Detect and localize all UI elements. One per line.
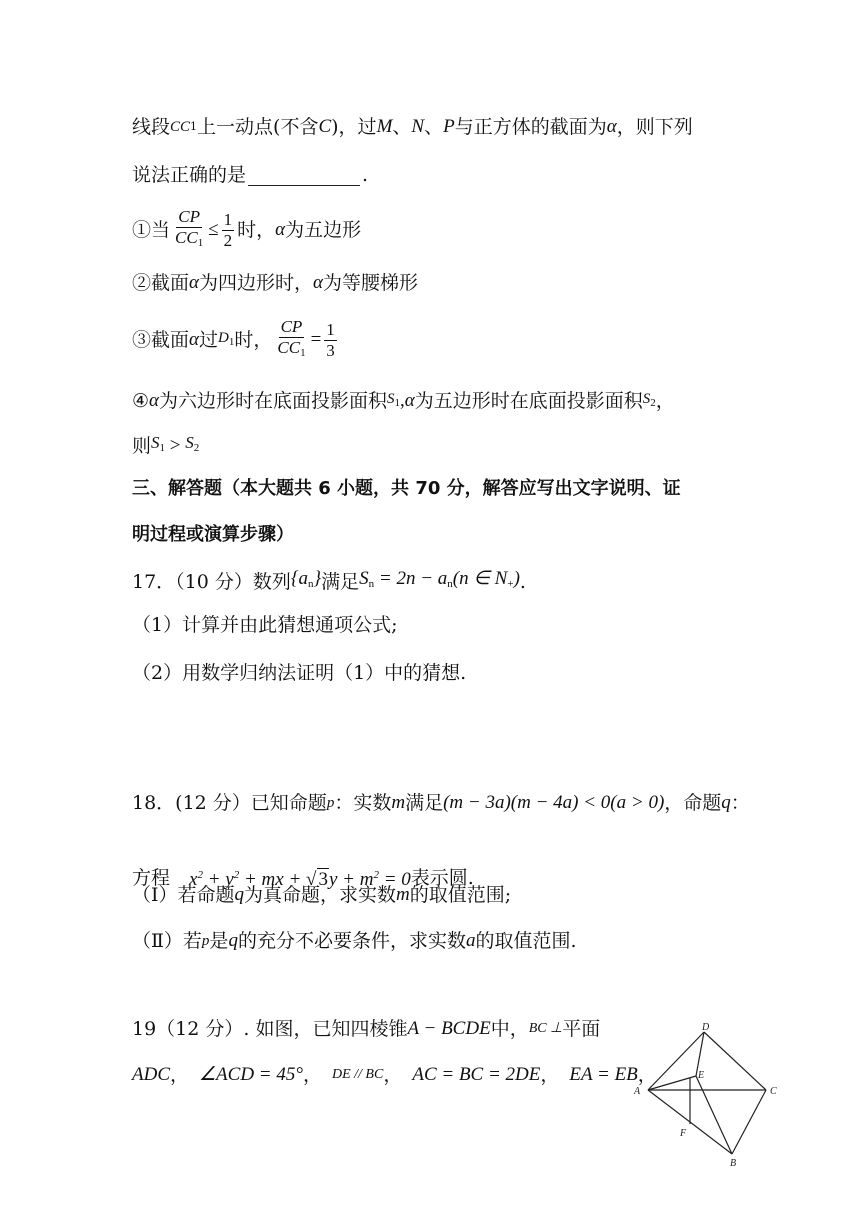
text: 中，	[490, 1018, 529, 1040]
text: 18．(12 分）已知命题	[132, 792, 327, 814]
text: （1）计算并由此猜想通项公式;	[132, 614, 398, 636]
math-adc: ADC	[132, 1064, 170, 1085]
text: 时，	[234, 329, 273, 351]
m-text: + mx +	[239, 869, 307, 890]
text: ，	[655, 390, 675, 412]
math-s1	[387, 386, 400, 416]
math-p: p	[326, 795, 335, 811]
math-alpha: α	[606, 116, 617, 137]
math-alpha: α	[404, 390, 415, 411]
subscript: 1	[159, 442, 166, 454]
superscript: 2	[233, 869, 240, 881]
edge-eb	[696, 1076, 732, 1154]
text: ：	[730, 792, 750, 814]
subscript: 2	[193, 442, 200, 454]
denominator: 2	[223, 230, 233, 250]
question-19-line1	[132, 1016, 600, 1042]
s-text: S	[151, 433, 160, 452]
superscript: 2	[197, 869, 203, 881]
gt-sign: >	[165, 434, 186, 456]
section-heading: 明过程或演算步骤）	[132, 524, 294, 545]
math-formula	[359, 566, 520, 597]
problem16-line2	[132, 162, 368, 188]
label-c: C	[770, 1086, 777, 1097]
numerator: 1	[326, 319, 335, 339]
math-inequality: (m − 3a)(m − 4a) < 0(a > 0)	[443, 792, 665, 813]
fraction-cp-cc1	[275, 317, 307, 363]
label-e: E	[698, 1070, 705, 1081]
label-a: A	[634, 1086, 641, 1097]
option-4-line2	[132, 430, 199, 461]
text: 表示圆.	[410, 866, 474, 889]
label-f: F	[680, 1128, 687, 1139]
numerator: CP	[178, 207, 200, 226]
text: 时，	[237, 219, 276, 241]
math-p: p	[201, 933, 210, 949]
math-s1	[151, 430, 165, 461]
m-text: = 0	[378, 869, 411, 890]
fraction-cp-cc1	[173, 207, 205, 253]
text: 17．（10 分）数列	[132, 570, 291, 593]
le-sign: ≤	[208, 219, 219, 240]
text: ，	[302, 1064, 322, 1086]
m-text: + y	[202, 869, 234, 890]
label-b: B	[730, 1158, 737, 1168]
text: ，则下列	[616, 116, 693, 138]
numerator: 1	[223, 209, 233, 229]
subscript: 1	[394, 397, 401, 409]
answer-blank	[248, 165, 360, 186]
text: )，过	[331, 116, 377, 138]
text: ，命题	[664, 792, 722, 814]
math-a: a	[465, 930, 476, 951]
math-alpha: α	[313, 272, 323, 293]
subscript: n	[308, 578, 314, 590]
text: 为真命题，求实数	[244, 884, 397, 906]
section-heading: 三、解答题（本大题共 6 小题，共 70 分，解答应写出文字说明、证	[132, 478, 681, 499]
text: 为等腰梯形	[323, 272, 419, 294]
question-19-line2	[132, 1062, 657, 1088]
d-text: D	[218, 330, 229, 346]
comma: ,	[400, 390, 405, 411]
text: 、	[392, 116, 412, 138]
math-angle: ∠ACD = 45°	[199, 1064, 303, 1085]
m-text: S	[359, 568, 369, 589]
denominator	[173, 228, 205, 253]
text: 说法正确的是	[132, 164, 247, 186]
text: （Ⅰ）若命题	[132, 884, 235, 906]
numerator: CP	[280, 317, 303, 336]
s-text: S	[185, 433, 194, 452]
text: 为五边形	[285, 219, 362, 241]
edge-dc	[704, 1032, 766, 1090]
subscript: 1	[190, 120, 198, 133]
math-s2	[643, 386, 656, 416]
text: 为六边形时在底面投影面积	[159, 390, 388, 412]
question-18-part2	[132, 928, 577, 954]
label-d: D	[702, 1022, 710, 1033]
question-18-line1	[132, 790, 750, 816]
s-text: S	[387, 391, 395, 407]
text: 19（12 分）. 如图，已知四棱锥	[132, 1018, 408, 1040]
text: 上一动点(不含	[197, 116, 319, 138]
fraction-1-3	[324, 320, 337, 361]
text: 线段	[132, 116, 171, 138]
text: ②截面	[132, 272, 190, 294]
text: 方程	[132, 866, 171, 889]
math-alpha: α	[275, 219, 286, 240]
text: .	[519, 570, 526, 593]
text: ：实数	[334, 792, 392, 814]
text: 的充分不必要条件，求实数	[237, 930, 466, 952]
denominator	[275, 338, 307, 363]
pyramid-figure	[628, 1020, 788, 1168]
section-3-heading-line1	[132, 476, 681, 502]
text: 满足	[321, 570, 360, 593]
m-text: }	[313, 568, 322, 589]
m-text: y + m	[328, 869, 374, 890]
text: ，	[383, 1064, 403, 1086]
superscript: 2	[373, 869, 379, 881]
den-text: CC	[277, 338, 301, 357]
text: 满足	[405, 792, 444, 814]
sqrt-sign: √	[306, 869, 317, 890]
math-m: M	[376, 116, 393, 137]
question-18-part1	[132, 882, 511, 908]
sqrt-radicand: 3	[318, 869, 328, 890]
math-bc-perp: BC ⊥	[528, 1021, 563, 1036]
math-alpha: α	[189, 329, 199, 350]
math-alpha: α	[189, 272, 199, 293]
option-3	[132, 318, 340, 362]
text: ，	[540, 1064, 560, 1086]
math-parallel: DE // BC	[331, 1067, 384, 1082]
math-q: q	[721, 792, 731, 813]
text: ，	[637, 1064, 657, 1086]
m-text: (n ∈ N	[452, 568, 508, 589]
subscript: n	[447, 578, 453, 590]
text: 的取值范围.	[475, 930, 577, 952]
section-3-heading-line2	[132, 522, 294, 548]
denominator: 3	[326, 340, 335, 360]
option-1	[132, 207, 362, 250]
math-alpha: α	[149, 390, 160, 411]
subscript: 1	[197, 237, 204, 249]
den-text: CC	[175, 228, 198, 247]
m-text: = 2n − a	[374, 568, 448, 589]
s-text: S	[642, 391, 651, 407]
m-text: x	[189, 869, 198, 890]
math-an-set	[291, 566, 321, 597]
math-cc: CC	[170, 119, 191, 135]
subscript: 2	[650, 397, 656, 409]
text: 的取值范围;	[409, 884, 512, 906]
math-d1	[218, 325, 234, 355]
text: 是	[209, 930, 229, 952]
math-m: m	[396, 884, 410, 905]
question-17-part2	[132, 660, 466, 686]
math-m: m	[391, 792, 406, 813]
math-pyramid: A − BCDE	[407, 1018, 491, 1039]
edge-bc	[732, 1090, 766, 1154]
math-q: q	[234, 884, 245, 905]
text: 过	[199, 329, 219, 351]
question-17-part1	[132, 612, 398, 638]
subscript: n	[368, 578, 375, 590]
text: .	[362, 164, 369, 186]
text: ，	[170, 1064, 190, 1086]
fraction-1-2	[222, 210, 235, 251]
option-2	[132, 270, 418, 296]
text: 则	[132, 434, 152, 457]
equals-sign: =	[310, 329, 322, 350]
math-ea-eb: EA = EB	[569, 1064, 638, 1085]
m-text: {a	[290, 568, 309, 589]
math-s2	[185, 430, 199, 461]
option-4-line1	[132, 386, 675, 416]
text: ③截面	[132, 329, 190, 351]
subscript: 1	[300, 347, 306, 359]
text: ①当	[132, 219, 171, 241]
text: 平面	[562, 1018, 601, 1040]
text: 为四边形时，	[199, 272, 314, 294]
text: ④	[132, 390, 150, 412]
math-n: N	[411, 116, 425, 137]
problem16-line1	[132, 114, 693, 140]
math-equal-lengths: AC = BC = 2DE	[412, 1064, 541, 1085]
text: 与正方体的截面为	[454, 116, 607, 138]
text: 、	[424, 116, 444, 138]
math-c: C	[318, 116, 332, 137]
text: 为五边形时在底面投影面积	[414, 390, 643, 412]
math-p: P	[443, 116, 455, 137]
text: （2）用数学归纳法证明（1）中的猜想.	[132, 662, 467, 684]
subscript: 1	[228, 336, 235, 348]
question-17	[132, 566, 526, 597]
math-q: q	[228, 930, 238, 951]
m-text: )	[513, 568, 520, 589]
subscript: +	[507, 578, 514, 590]
text: （Ⅱ）若	[132, 930, 202, 952]
